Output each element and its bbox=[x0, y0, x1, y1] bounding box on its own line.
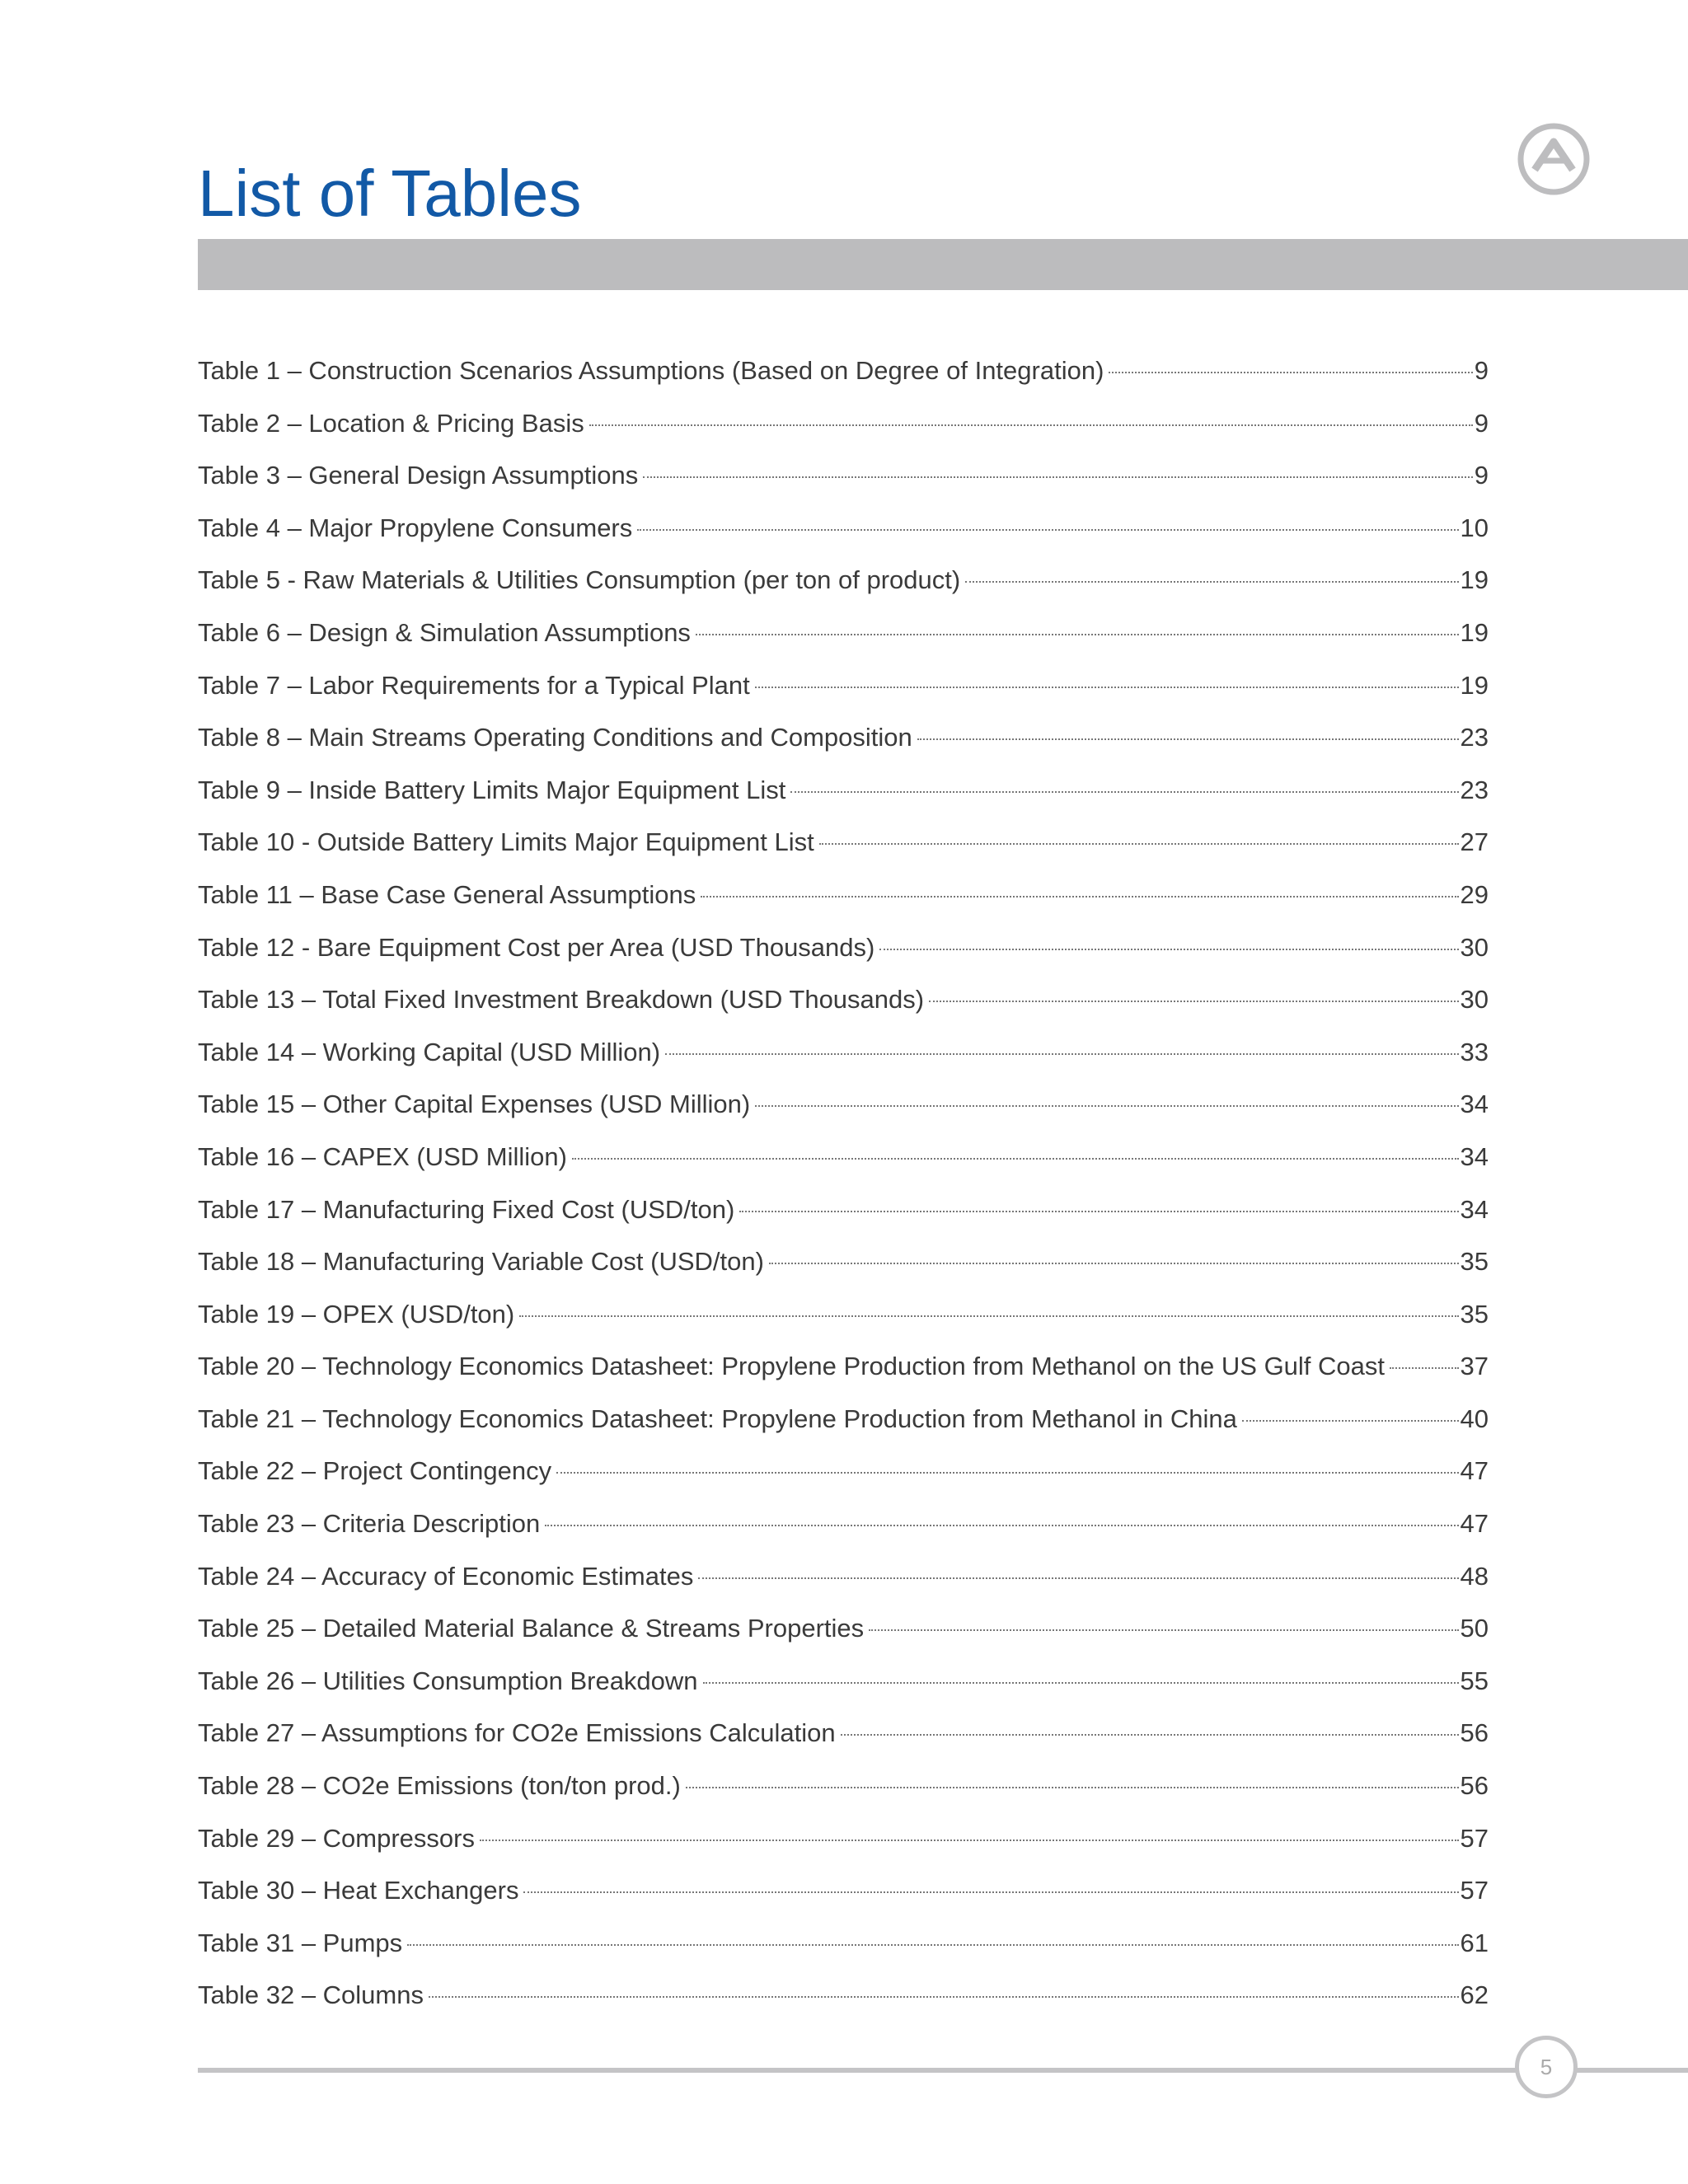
toc-entry[interactable] bbox=[198, 1707, 1489, 1760]
dot-leader bbox=[929, 1001, 1458, 1002]
dot-leader bbox=[701, 896, 1458, 898]
toc-entry[interactable] bbox=[198, 1183, 1489, 1236]
dot-leader bbox=[665, 1053, 1458, 1055]
toc-entry-title: Table 16 – CAPEX (USD Million) bbox=[198, 1141, 567, 1171]
toc-entry-page: 9 bbox=[1474, 408, 1489, 438]
list-of-tables bbox=[198, 344, 1489, 2022]
dot-leader bbox=[637, 529, 1458, 531]
toc-entry-title: Table 29 – Compressors bbox=[198, 1823, 475, 1853]
toc-entry[interactable] bbox=[198, 711, 1489, 764]
dot-leader bbox=[755, 687, 1459, 688]
toc-entry-title: Table 21 – Technology Economics Datasheet: Propylene Production from Methanol in China bbox=[198, 1404, 1237, 1433]
toc-entry-page: 23 bbox=[1460, 723, 1489, 752]
dot-leader bbox=[917, 738, 1459, 740]
toc-entry[interactable] bbox=[198, 973, 1489, 1026]
dot-leader bbox=[572, 1158, 1459, 1160]
toc-entry[interactable] bbox=[198, 554, 1489, 607]
toc-entry-page: 40 bbox=[1460, 1404, 1489, 1433]
dot-leader bbox=[755, 1105, 1458, 1107]
toc-entry-page: 62 bbox=[1460, 1980, 1489, 2010]
toc-entry[interactable] bbox=[198, 764, 1489, 817]
toc-entry[interactable] bbox=[198, 397, 1489, 450]
toc-entry[interactable] bbox=[198, 1235, 1489, 1288]
toc-entry-title: Table 23 – Criteria Description bbox=[198, 1509, 541, 1539]
toc-entry-title: Table 27 – Assumptions for CO2e Emissions Calculation bbox=[198, 1718, 836, 1748]
toc-entry-title: Table 1 – Construction Scenarios Assumptions (Based on Degree of Integration) bbox=[198, 356, 1104, 385]
toc-entry-page: 10 bbox=[1460, 513, 1489, 542]
dot-leader bbox=[1390, 1367, 1458, 1369]
toc-entry[interactable] bbox=[198, 502, 1489, 555]
toc-entry-page: 23 bbox=[1460, 775, 1489, 804]
toc-entry-title: Table 32 – Columns bbox=[198, 1980, 424, 2010]
toc-entry-page: 47 bbox=[1460, 1456, 1489, 1486]
toc-entry-title: Table 30 – Heat Exchangers bbox=[198, 1876, 519, 1905]
toc-entry-title: Table 19 – OPEX (USD/ton) bbox=[198, 1299, 515, 1329]
dot-leader bbox=[703, 1682, 1459, 1684]
toc-entry[interactable] bbox=[198, 607, 1489, 659]
dot-leader bbox=[643, 476, 1473, 478]
toc-entry-page: 30 bbox=[1460, 932, 1489, 962]
page-number: 5 bbox=[1540, 2054, 1553, 2079]
toc-entry-page: 27 bbox=[1460, 827, 1489, 857]
toc-entry-title: Table 14 – Working Capital (USD Million) bbox=[198, 1037, 661, 1066]
dot-leader bbox=[841, 1734, 1459, 1736]
toc-entry-title: Table 13 – Total Fixed Investment Breakdown (USD Thousands) bbox=[198, 985, 925, 1015]
toc-entry[interactable] bbox=[198, 1655, 1489, 1708]
toc-entry[interactable] bbox=[198, 1917, 1489, 1970]
toc-entry-page: 57 bbox=[1460, 1823, 1489, 1853]
toc-entry-page: 34 bbox=[1460, 1090, 1489, 1119]
toc-entry-page: 19 bbox=[1460, 565, 1489, 595]
toc-entry-title: Table 6 – Design & Simulation Assumptions bbox=[198, 617, 691, 647]
toc-entry-page: 9 bbox=[1474, 356, 1489, 385]
toc-entry-title: Table 8 – Main Streams Operating Conditions and Composition bbox=[198, 723, 912, 752]
toc-entry-page: 55 bbox=[1460, 1666, 1489, 1695]
toc-entry[interactable] bbox=[198, 1497, 1489, 1550]
toc-entry-title: Table 25 – Detailed Material Balance & Streams Properties bbox=[198, 1614, 865, 1643]
toc-entry-title: Table 3 – General Design Assumptions bbox=[198, 461, 639, 490]
toc-entry-page: 19 bbox=[1460, 670, 1489, 700]
toc-entry-page: 56 bbox=[1460, 1771, 1489, 1801]
dot-leader bbox=[769, 1263, 1459, 1264]
toc-entry-title: Table 24 – Accuracy of Economic Estimates bbox=[198, 1561, 694, 1591]
toc-entry-title: Table 12 - Bare Equipment Cost per Area (USD Thousands) bbox=[198, 932, 875, 962]
toc-entry-page: 34 bbox=[1460, 1141, 1489, 1171]
toc-entry-page: 19 bbox=[1460, 617, 1489, 647]
toc-entry-page: 50 bbox=[1460, 1614, 1489, 1643]
toc-entry[interactable] bbox=[198, 921, 1489, 974]
toc-entry-title: Table 9 – Inside Battery Limits Major Equipment List bbox=[198, 775, 786, 804]
toc-entry[interactable] bbox=[198, 1969, 1489, 2022]
toc-entry-page: 9 bbox=[1474, 461, 1489, 490]
toc-entry[interactable] bbox=[198, 816, 1489, 869]
toc-entry[interactable] bbox=[198, 1760, 1489, 1812]
toc-entry[interactable] bbox=[198, 344, 1489, 397]
toc-entry-page: 29 bbox=[1460, 879, 1489, 909]
toc-entry-page: 48 bbox=[1460, 1561, 1489, 1591]
dot-leader bbox=[407, 1944, 1458, 1946]
toc-entry-title: Table 18 – Manufacturing Variable Cost (USD/ton) bbox=[198, 1247, 764, 1277]
dot-leader bbox=[965, 581, 1458, 583]
dot-leader bbox=[1109, 372, 1472, 373]
toc-entry-title: Table 26 – Utilities Consumption Breakdown bbox=[198, 1666, 698, 1695]
dot-leader bbox=[519, 1315, 1458, 1317]
dot-leader bbox=[879, 949, 1458, 950]
toc-entry[interactable] bbox=[198, 1131, 1489, 1183]
dot-leader bbox=[556, 1472, 1458, 1474]
toc-entry[interactable] bbox=[198, 1445, 1489, 1497]
toc-entry-page: 56 bbox=[1460, 1718, 1489, 1748]
dot-leader bbox=[1242, 1420, 1459, 1422]
toc-entry-page: 57 bbox=[1460, 1876, 1489, 1905]
toc-entry-page: 34 bbox=[1460, 1194, 1489, 1224]
toc-entry-page: 61 bbox=[1460, 1928, 1489, 1957]
toc-entry[interactable] bbox=[198, 1550, 1489, 1603]
toc-entry[interactable] bbox=[198, 869, 1489, 921]
dot-leader bbox=[698, 1577, 1458, 1579]
toc-entry[interactable] bbox=[198, 449, 1489, 502]
toc-entry-title: Table 11 – Base Case General Assumptions bbox=[198, 879, 696, 909]
dot-leader bbox=[869, 1629, 1458, 1631]
toc-entry-title: Table 2 – Location & Pricing Basis bbox=[198, 408, 584, 438]
toc-entry[interactable] bbox=[198, 1393, 1489, 1446]
footer-rule bbox=[198, 2068, 1688, 2073]
toc-entry-page: 37 bbox=[1460, 1352, 1489, 1381]
dot-leader bbox=[589, 424, 1473, 426]
title-band bbox=[198, 239, 1688, 290]
dot-leader bbox=[696, 634, 1459, 635]
toc-entry-title: Table 17 – Manufacturing Fixed Cost (USD/ton) bbox=[198, 1194, 735, 1224]
toc-entry-title: Table 15 – Other Capital Expenses (USD Million) bbox=[198, 1090, 751, 1119]
toc-entry-page: 33 bbox=[1460, 1037, 1489, 1066]
toc-entry-title: Table 22 – Project Contingency bbox=[198, 1456, 552, 1486]
dot-leader bbox=[480, 1840, 1459, 1841]
toc-entry-title: Table 28 – CO2e Emissions (ton/ton prod.) bbox=[198, 1771, 681, 1801]
toc-entry[interactable] bbox=[198, 1812, 1489, 1865]
toc-entry-title: Table 4 – Major Propylene Consumers bbox=[198, 513, 633, 542]
toc-entry-title: Table 7 – Labor Requirements for a Typical Plant bbox=[198, 670, 750, 700]
dot-leader bbox=[523, 1891, 1458, 1893]
dot-leader bbox=[819, 843, 1459, 845]
toc-entry[interactable] bbox=[198, 1864, 1489, 1917]
toc-entry-page: 35 bbox=[1460, 1247, 1489, 1277]
toc-entry[interactable] bbox=[198, 1340, 1489, 1393]
page-title: List of Tables bbox=[198, 157, 582, 230]
toc-entry-title: Table 20 – Technology Economics Datasheet: Propylene Production from Methanol on the US Gulf Coast bbox=[198, 1352, 1386, 1381]
toc-entry-page: 47 bbox=[1460, 1509, 1489, 1539]
toc-entry-title: Table 31 – Pumps bbox=[198, 1928, 403, 1957]
circle-a-logo-icon bbox=[1517, 122, 1591, 196]
page-number-badge bbox=[1515, 2036, 1578, 2098]
toc-entry[interactable] bbox=[198, 1026, 1489, 1079]
toc-entry-title: Table 5 - Raw Materials & Utilities Consumption (per ton of product) bbox=[198, 565, 961, 595]
toc-entry[interactable] bbox=[198, 1288, 1489, 1341]
toc-entry-page: 30 bbox=[1460, 985, 1489, 1015]
dot-leader bbox=[739, 1211, 1458, 1212]
toc-entry-page: 35 bbox=[1460, 1299, 1489, 1329]
toc-entry[interactable] bbox=[198, 1078, 1489, 1131]
dot-leader bbox=[545, 1525, 1458, 1526]
dot-leader bbox=[686, 1787, 1459, 1788]
dot-leader bbox=[429, 1996, 1459, 1998]
dot-leader bbox=[790, 791, 1458, 793]
toc-entry-title: Table 10 - Outside Battery Limits Major Equipment List bbox=[198, 827, 814, 857]
toc-entry[interactable] bbox=[198, 1602, 1489, 1655]
toc-entry[interactable] bbox=[198, 659, 1489, 712]
